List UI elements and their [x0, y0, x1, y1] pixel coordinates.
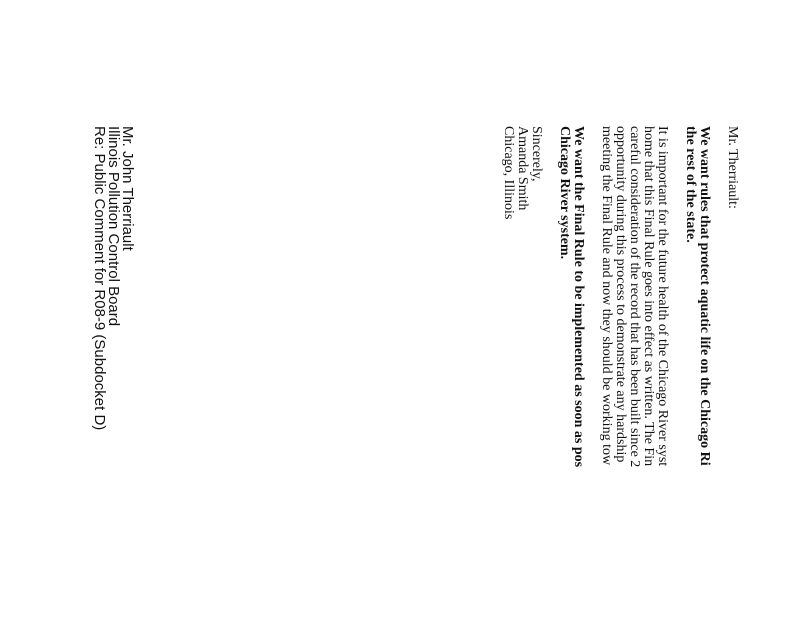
- paragraph-2-line-2: home that this Final Rule goes into effect as written. The Fin: [641, 126, 656, 467]
- spacer: [585, 126, 599, 467]
- paragraph-2-line-5: meeting the Final Rule and now they should be working tow: [599, 126, 614, 466]
- paragraph-2-line-4: opportunity during this process to demonstrate any hardship: [613, 126, 628, 463]
- spacer: [669, 126, 683, 467]
- spacer: [711, 126, 725, 467]
- closing: Sincerely,: [529, 126, 544, 182]
- paragraph-1-line-1: We want rules that protect aquatic life on the Chicago Ri: [697, 126, 712, 466]
- letter-body: [501, 126, 739, 467]
- address-line-3: Re: Public Comment for R08-9 (Subdocket D): [91, 126, 108, 431]
- paragraph-2-line-1: It is important for the future health of the Chicago River syst: [655, 126, 670, 467]
- salutation: Mr. Therriault:: [725, 126, 740, 209]
- paragraph-3-line-1: We want the Final Rule to be implemented as soon as pos: [571, 126, 586, 468]
- paragraph-1-line-2: the rest of the state.: [683, 126, 698, 243]
- address-line-1: Mr. John Therriault: [119, 126, 136, 251]
- address-line-2: Illinois Pollution Control Board: [105, 126, 122, 327]
- paragraph-2-line-3: careful consideration of the record that has been built since 2: [627, 126, 642, 468]
- paragraph-3-line-2: Chicago River system.: [557, 126, 572, 260]
- signer-name: Amanda Smith: [515, 126, 530, 211]
- recipient-address: [92, 126, 134, 430]
- spacer: [543, 126, 557, 467]
- signer-location: Chicago, Illinois: [501, 126, 516, 220]
